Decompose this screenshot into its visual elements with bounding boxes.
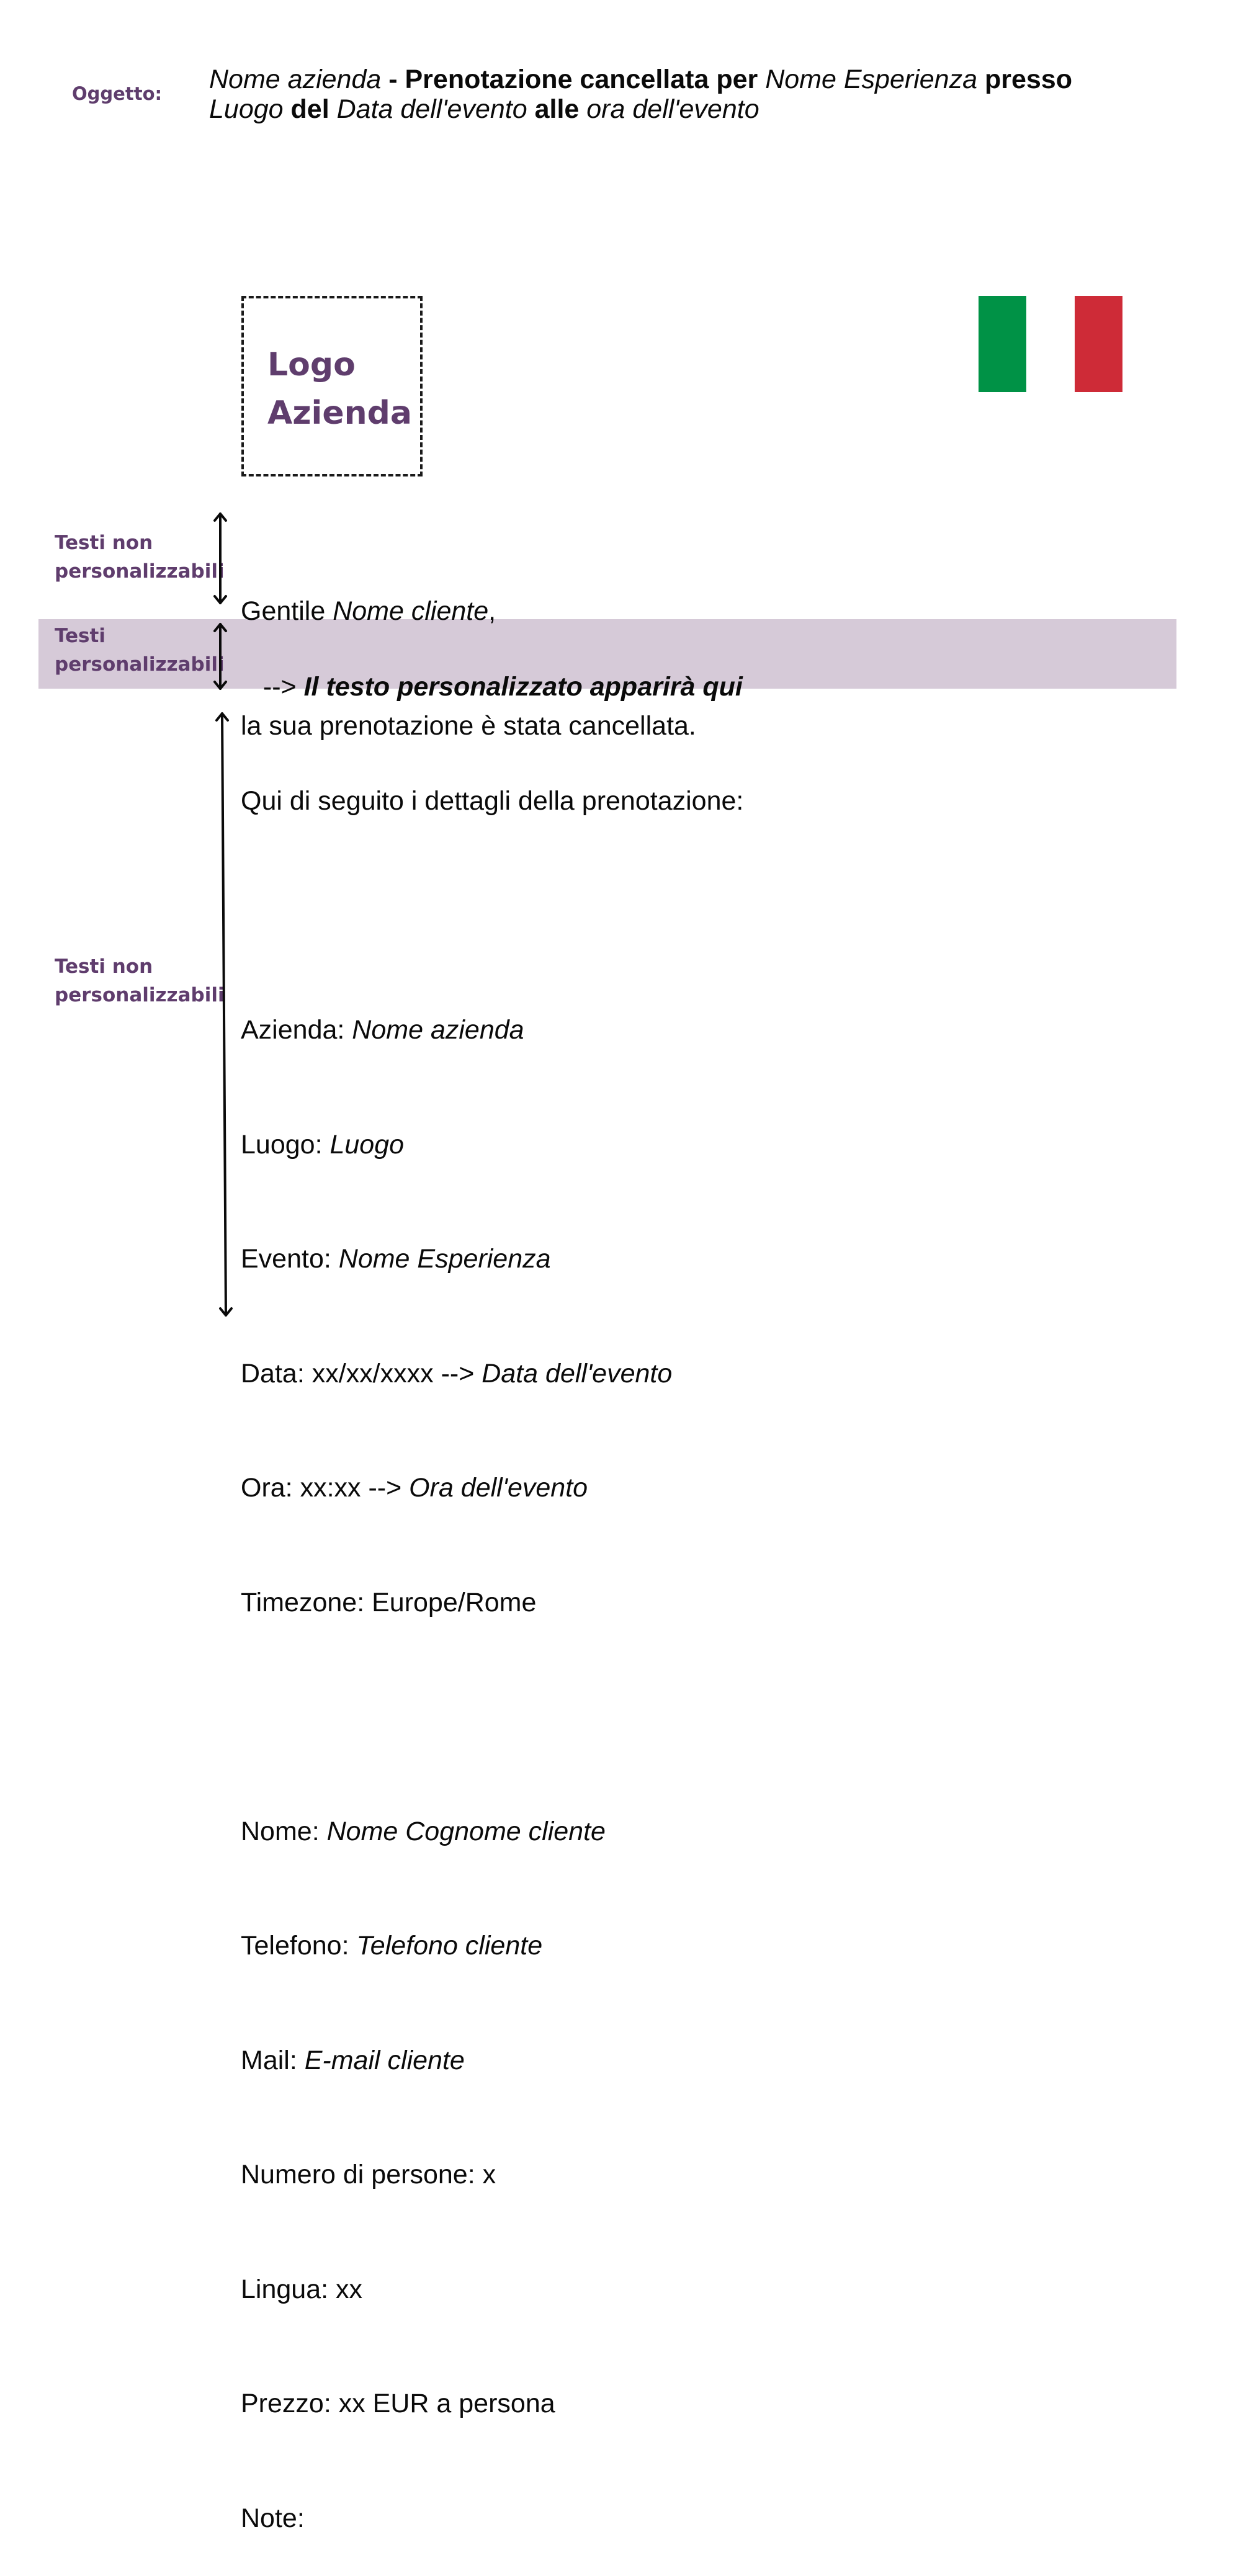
flag-red-stripe — [1075, 296, 1122, 392]
logo-line-2: Azienda — [267, 395, 412, 432]
label-line: Testi — [55, 625, 105, 647]
flag-white-stripe — [1026, 296, 1074, 392]
detail-value: Nome azienda — [352, 1015, 524, 1045]
detail-label: Telefono: — [241, 1931, 357, 1961]
label-line: Testi non — [55, 532, 153, 554]
flag-green-stripe — [979, 296, 1026, 392]
subject-at-text: presso — [977, 65, 1072, 94]
label-line: personalizzabili — [55, 560, 225, 583]
detail-label: Ora: xx:xx --> — [241, 1473, 410, 1503]
detail-value: Luogo — [329, 1129, 405, 1160]
non-custom-label-2 — [55, 952, 225, 1009]
detail-phone — [241, 1927, 743, 1966]
custom-text-arrow: --> — [262, 671, 304, 702]
double-arrow-icon — [215, 624, 226, 689]
details-intro: Qui di seguito i dettagli della prenotazione: — [241, 786, 744, 816]
detail-company — [241, 1011, 743, 1050]
detail-value: E-mail cliente — [304, 2045, 465, 2075]
detail-value: Nome Cognome cliente — [326, 1816, 606, 1846]
detail-notes: Note: — [241, 2503, 305, 2533]
label-line: Testi non — [55, 955, 153, 978]
greeting-suffix: , — [488, 596, 496, 626]
subject-at-time-text: alle — [527, 94, 587, 124]
greeting-line-1 — [241, 593, 696, 631]
detail-name — [241, 1813, 743, 1851]
detail-language: Lingua: xx — [241, 2274, 363, 2304]
custom-text-content: Il testo personalizzato apparirà qui — [303, 671, 743, 702]
detail-event — [241, 1240, 743, 1279]
detail-label: Mail: — [241, 2045, 305, 2075]
detail-label: Data: xx/xx/xxxx --> — [241, 1358, 482, 1389]
detail-price: Prezzo: xx EUR a persona — [241, 2389, 555, 2418]
booking-details — [241, 706, 743, 2576]
detail-label: Nome: — [241, 1816, 327, 1846]
label-line: personalizzabili — [55, 653, 225, 676]
company-logo-placeholder — [241, 296, 423, 476]
subject-line-2 — [209, 94, 1202, 124]
detail-value: Nome Esperienza — [338, 1244, 551, 1274]
subject-experience: Nome Esperienza — [765, 65, 977, 94]
subject-line-1 — [209, 65, 1202, 94]
detail-value: Ora dell'evento — [409, 1473, 588, 1503]
subject-place: Luogo — [209, 94, 284, 124]
detail-timezone: Timezone: Europe/Rome — [241, 1587, 537, 1617]
subject-cancelled-text: - Prenotazione cancellata per — [381, 65, 766, 94]
subject-label: Oggetto: — [72, 83, 163, 104]
detail-label: Luogo: — [241, 1129, 330, 1160]
detail-mail — [241, 2042, 743, 2080]
detail-value: Telefono cliente — [356, 1931, 543, 1961]
greeting-line-2: la sua prenotazione è stata cancellata. — [241, 710, 696, 741]
subject-on-text: del — [283, 94, 337, 124]
logo-line-1: Logo — [267, 346, 356, 383]
subject-time: ora dell'evento — [586, 94, 759, 124]
label-line: personalizzabili — [55, 984, 225, 1006]
detail-label: Azienda: — [241, 1015, 352, 1045]
detail-people: Numero di persone: x — [241, 2160, 496, 2189]
custom-text — [248, 630, 743, 706]
subject-date: Data dell'evento — [336, 94, 527, 124]
email-subject — [209, 65, 1202, 124]
customer-name: Nome cliente — [333, 596, 489, 626]
detail-label: Evento: — [241, 1244, 339, 1274]
double-arrow-icon — [217, 713, 231, 1315]
logo-text — [267, 341, 412, 437]
detail-value: Data dell'evento — [482, 1358, 673, 1389]
section-arrows — [205, 509, 236, 1328]
italian-flag-icon — [979, 296, 1122, 392]
subject-company: Nome azienda — [209, 65, 382, 94]
double-arrow-icon — [215, 514, 226, 603]
detail-date — [241, 1355, 743, 1393]
detail-place — [241, 1126, 743, 1165]
non-custom-label-1 — [55, 529, 225, 586]
detail-time — [241, 1469, 743, 1508]
custom-label — [55, 622, 225, 679]
greeting-prefix: Gentile — [241, 596, 333, 626]
